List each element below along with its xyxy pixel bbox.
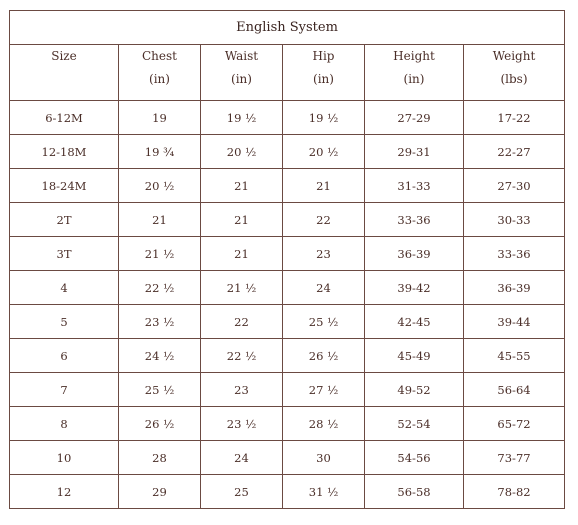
cell-hip: 26 ½ xyxy=(283,339,365,373)
table-row xyxy=(10,339,565,373)
table-row xyxy=(10,237,565,271)
cell-hip: 23 xyxy=(283,237,365,271)
cell-size: 12 xyxy=(10,475,119,509)
cell-waist: 21 xyxy=(201,237,283,271)
table-row xyxy=(10,475,565,509)
cell-hip: 30 xyxy=(283,441,365,475)
header-height-unit: (in) xyxy=(403,72,425,86)
table-row xyxy=(10,271,565,305)
header-size xyxy=(10,45,119,101)
cell-size: 6 xyxy=(10,339,119,373)
cell-hip: 22 xyxy=(283,203,365,237)
title-row xyxy=(10,11,565,45)
cell-hip: 19 ½ xyxy=(283,101,365,135)
cell-hip: 31 ½ xyxy=(283,475,365,509)
cell-weight: 30-33 xyxy=(464,203,565,237)
cell-height: 54-56 xyxy=(365,441,464,475)
cell-waist: 25 xyxy=(201,475,283,509)
cell-hip: 21 xyxy=(283,169,365,203)
cell-waist: 23 xyxy=(201,373,283,407)
cell-size: 6-12M xyxy=(10,101,119,135)
cell-weight: 33-36 xyxy=(464,237,565,271)
cell-size: 4 xyxy=(10,271,119,305)
cell-height: 56-58 xyxy=(365,475,464,509)
size-chart-table xyxy=(9,10,565,509)
table-row xyxy=(10,407,565,441)
table-row xyxy=(10,373,565,407)
cell-height: 45-49 xyxy=(365,339,464,373)
cell-waist: 21 xyxy=(201,169,283,203)
table-row xyxy=(10,135,565,169)
cell-weight: 36-39 xyxy=(464,271,565,305)
header-waist-unit: (in) xyxy=(231,72,252,86)
cell-waist: 24 xyxy=(201,441,283,475)
cell-weight: 56-64 xyxy=(464,373,565,407)
cell-chest: 22 ½ xyxy=(119,271,201,305)
cell-height: 52-54 xyxy=(365,407,464,441)
table-body xyxy=(10,101,565,509)
cell-waist: 20 ½ xyxy=(201,135,283,169)
cell-chest: 21 ½ xyxy=(119,237,201,271)
cell-height: 36-39 xyxy=(365,237,464,271)
cell-hip: 25 ½ xyxy=(283,305,365,339)
cell-weight: 22-27 xyxy=(464,135,565,169)
cell-waist: 22 ½ xyxy=(201,339,283,373)
header-waist-label: Waist xyxy=(224,49,259,63)
cell-height: 31-33 xyxy=(365,169,464,203)
header-weight-label: Weight xyxy=(492,49,536,63)
cell-hip: 27 ½ xyxy=(283,373,365,407)
cell-size: 3T xyxy=(10,237,119,271)
cell-weight: 65-72 xyxy=(464,407,565,441)
cell-hip: 20 ½ xyxy=(283,135,365,169)
cell-size: 10 xyxy=(10,441,119,475)
cell-waist: 19 ½ xyxy=(201,101,283,135)
cell-chest: 19 xyxy=(119,101,201,135)
table-row xyxy=(10,169,565,203)
cell-waist: 23 ½ xyxy=(201,407,283,441)
cell-chest: 21 xyxy=(119,203,201,237)
header-waist xyxy=(201,45,283,101)
table-row xyxy=(10,441,565,475)
cell-height: 49-52 xyxy=(365,373,464,407)
table-title: English System xyxy=(10,11,565,45)
table-row xyxy=(10,101,565,135)
header-weight-unit: (lbs) xyxy=(500,72,528,86)
cell-size: 5 xyxy=(10,305,119,339)
cell-size: 18-24M xyxy=(10,169,119,203)
header-row xyxy=(10,45,565,101)
header-hip xyxy=(283,45,365,101)
cell-height: 39-42 xyxy=(365,271,464,305)
cell-weight: 78-82 xyxy=(464,475,565,509)
cell-chest: 20 ½ xyxy=(119,169,201,203)
header-weight xyxy=(464,45,565,101)
cell-weight: 73-77 xyxy=(464,441,565,475)
cell-size: 7 xyxy=(10,373,119,407)
cell-hip: 24 xyxy=(283,271,365,305)
header-hip-label: Hip xyxy=(312,49,335,63)
cell-weight: 39-44 xyxy=(464,305,565,339)
cell-chest: 26 ½ xyxy=(119,407,201,441)
header-chest xyxy=(119,45,201,101)
header-chest-unit: (in) xyxy=(149,72,170,86)
cell-hip: 28 ½ xyxy=(283,407,365,441)
cell-weight: 45-55 xyxy=(464,339,565,373)
cell-height: 27-29 xyxy=(365,101,464,135)
cell-chest: 28 xyxy=(119,441,201,475)
cell-chest: 25 ½ xyxy=(119,373,201,407)
header-height xyxy=(365,45,464,101)
cell-weight: 27-30 xyxy=(464,169,565,203)
header-hip-unit: (in) xyxy=(313,72,334,86)
cell-height: 29-31 xyxy=(365,135,464,169)
table-row xyxy=(10,203,565,237)
cell-size: 2T xyxy=(10,203,119,237)
header-chest-label: Chest xyxy=(142,49,177,63)
table-row xyxy=(10,305,565,339)
cell-height: 42-45 xyxy=(365,305,464,339)
cell-chest: 23 ½ xyxy=(119,305,201,339)
cell-waist: 21 xyxy=(201,203,283,237)
cell-chest: 29 xyxy=(119,475,201,509)
cell-chest: 19 ¾ xyxy=(119,135,201,169)
cell-weight: 17-22 xyxy=(464,101,565,135)
cell-size: 8 xyxy=(10,407,119,441)
cell-height: 33-36 xyxy=(365,203,464,237)
header-height-label: Height xyxy=(393,49,435,63)
cell-chest: 24 ½ xyxy=(119,339,201,373)
cell-size: 12-18M xyxy=(10,135,119,169)
cell-waist: 21 ½ xyxy=(201,271,283,305)
header-size-label: Size xyxy=(51,49,77,63)
cell-waist: 22 xyxy=(201,305,283,339)
